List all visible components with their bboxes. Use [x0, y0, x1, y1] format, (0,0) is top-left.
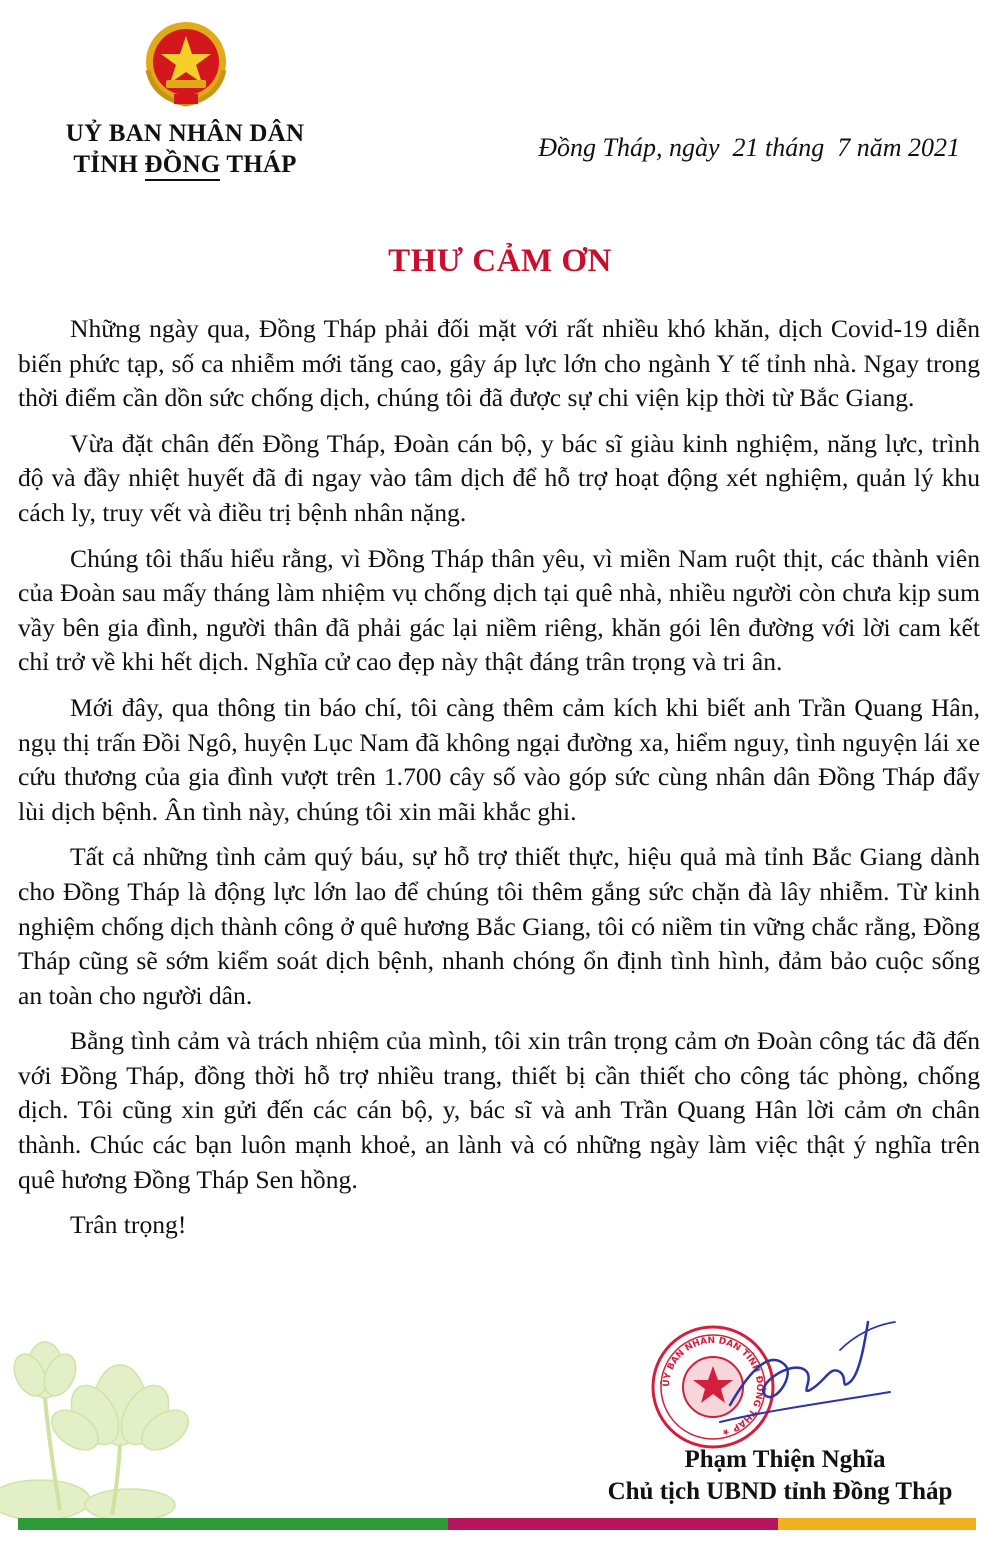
issuing-organization: [40, 118, 330, 180]
national-emblem-icon: [140, 20, 232, 108]
svg-text:ỦY BAN NHÂN DÂN TỈNH ĐỒNG THÁP: ỦY BAN NHÂN DÂN TỈNH ĐỒNG THÁP ★: [661, 1335, 765, 1438]
signer-name: Phạm Thiện Nghĩa: [684, 1446, 886, 1473]
signer-title: Chủ tịch UBND tỉnh Đồng Tháp: [607, 1478, 953, 1505]
footer-bar-magenta: [448, 1518, 778, 1530]
org-line-2-prefix: TỈNH: [73, 151, 145, 178]
place-and-date: Đồng Tháp, ngày 21 tháng 7 năm 2021: [538, 133, 960, 162]
paragraph-3: Chúng tôi thấu hiểu rằng, vì Đồng Tháp thân yêu, vì miền Nam ruột thịt, các thành viên của Đoàn sau mấy tháng làm nhiệm vụ chống dịch tại quê nhà, nhiều người còn chưa kịp sum vầy bên gia đình, người thân đã phải gác lại niềm riêng, khăn gói lên đường với lời cam kết chỉ trở về khi hết dịch. Nghĩa cử cao đẹp này thật đáng trân trọng và tri ân.: [18, 543, 980, 677]
handwritten-signature: [690, 1310, 900, 1440]
org-line-2-suffix: THÁP: [220, 151, 297, 178]
paragraph-6: Bằng tình cảm và trách nhiệm của mình, tôi xin trân trọng cảm ơn Đoàn công tác đã đến với Đồng Tháp, đồng thời hỗ trợ nhiều trang, thiết bị cần thiết cho công tác phòng, chống dịch. Tôi cũng xin gửi đến các cán bộ, y, bác sĩ và anh Trần Quang Hân lời cảm ơn chân thành. Chúc các bạn luôn mạnh khoẻ, an lành và có những ngày làm việc thật ý nghĩa trên quê hương Đồng Tháp Sen hồng.: [18, 1026, 980, 1194]
paragraph-1: Những ngày qua, Đồng Tháp phải đối mặt với rất nhiều khó khăn, dịch Covid-19 diễn biến phức tạp, số ca nhiễm mới tăng cao, gây áp lực lớn cho ngành Y tế tỉnh nhà. Ngay trong thời điểm cần dồn sức chống dịch, chúng tôi đã được sự chi viện kịp thời từ Bắc Giang.: [18, 314, 980, 413]
org-line-2: [40, 149, 330, 180]
footer-bar-yellow: [778, 1518, 976, 1530]
document-title: THƯ CẢM ƠN: [388, 243, 612, 279]
footer-bar-green: [18, 1518, 448, 1530]
closing-salutation: Trân trọng!: [70, 1210, 187, 1240]
footer-color-bar: [18, 1518, 976, 1530]
paragraph-5: Tất cả những tình cảm quý báu, sự hỗ trợ thiết thực, hiệu quả mà tỉnh Bắc Giang dành cho Đồng Tháp là động lực lớn lao để chúng tôi thêm gắng sức chặn đà lây nhiễm. Từ kinh nghiệm chống dịch thành công ở quê hương Bắc Giang, tôi có niềm tin vững chắc rằng, Đồng Tháp cũng sẽ sớm kiểm soát dịch bệnh, nhanh chóng ổn định tình hình, đảm bảo cuộc sống an toàn cho người dân.: [18, 842, 980, 1010]
org-line-1: UỶ BAN NHÂN DÂN: [65, 120, 305, 147]
paragraph-4: Mới đây, qua thông tin báo chí, tôi càng thêm cảm kích khi biết anh Trần Quang Hân, ngụ thị trấn Đồi Ngô, huyện Lục Nam đã không ngại đường xa, hiểm nguy, tình nguyện lái xe cứu thương của gia đình vượt trên 1.700 cây số vào góp sức cùng nhân dân Đồng Tháp đẩy lùi dịch bệnh. Ân tình này, chúng tôi xin mãi khắc ghi.: [18, 692, 980, 826]
org-line-2-underlined: ĐỒNG: [145, 151, 221, 181]
lotus-decoration-icon: [0, 1330, 230, 1520]
letter-body: [18, 312, 980, 1254]
paragraph-2: Vừa đặt chân đến Đồng Tháp, Đoàn cán bộ, y bác sĩ giàu kinh nghiệm, năng lực, trình độ và đầy nhiệt huyết đã đi ngay vào tâm dịch để hỗ trợ hoạt động xét nghiệm, quản lý khu cách ly, truy vết và điều trị bệnh nhân nặng.: [18, 428, 980, 527]
